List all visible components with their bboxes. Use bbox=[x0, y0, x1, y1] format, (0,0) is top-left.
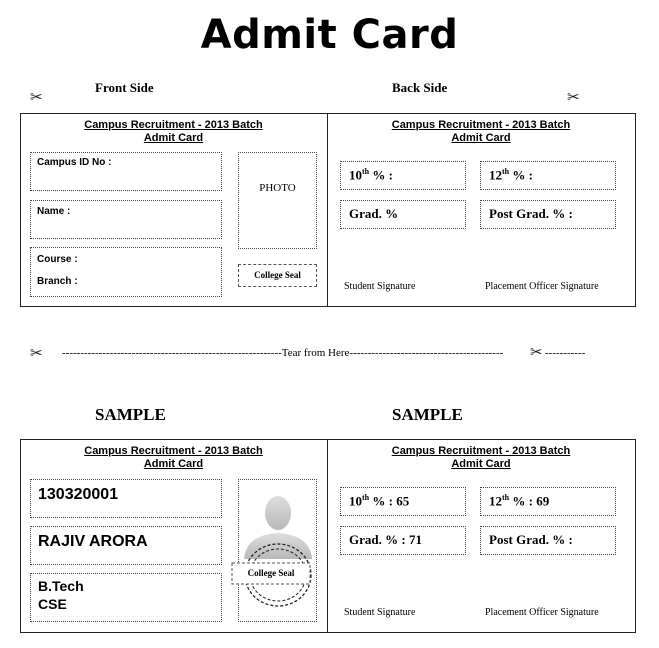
name-field[interactable] bbox=[30, 526, 222, 565]
branch-label: Branch : bbox=[37, 276, 78, 287]
grad-percent-label: Grad. % bbox=[349, 206, 399, 221]
twelfth-percent-field[interactable] bbox=[480, 161, 616, 190]
card-heading-line1: Campus Recruitment - 2013 Batch bbox=[84, 119, 263, 131]
card-heading-line2: Admit Card bbox=[451, 458, 511, 470]
scissors-icon: ✂ bbox=[30, 90, 43, 106]
scissors-icon: ✂ bbox=[567, 90, 580, 106]
student-signature-label: Student Signature bbox=[344, 607, 416, 618]
photo-label: PHOTO bbox=[259, 182, 296, 194]
postgrad-percent-field[interactable] bbox=[480, 526, 616, 555]
tenth-percent-field[interactable] bbox=[340, 487, 466, 516]
back-card-heading bbox=[328, 119, 634, 145]
tenth-percent-label: 10th % : bbox=[349, 167, 393, 183]
twelfth-percent-label: 12th % : bbox=[489, 167, 533, 183]
sample-label: SAMPLE bbox=[95, 405, 166, 424]
tenth-percent-value: 10th % : 65 bbox=[349, 493, 410, 509]
front-card-heading bbox=[20, 445, 327, 471]
name-value: RAJIV ARORA bbox=[38, 533, 148, 550]
postgrad-percent-value: Post Grad. % : bbox=[489, 532, 573, 547]
grad-percent-field[interactable] bbox=[340, 200, 466, 229]
card-heading-line2: Admit Card bbox=[143, 458, 204, 470]
officer-signature-label: Placement Officer Signature bbox=[485, 281, 599, 292]
campus-id-field[interactable] bbox=[30, 152, 222, 191]
page-title: Admit Card bbox=[200, 12, 459, 58]
card-heading-line1: Campus Recruitment - 2013 Batch bbox=[391, 119, 571, 131]
photo-box bbox=[238, 152, 317, 249]
course-value: B.Tech bbox=[38, 578, 84, 594]
twelfth-percent-field[interactable] bbox=[480, 487, 616, 516]
twelfth-percent-value: 12th % : 69 bbox=[489, 493, 550, 509]
scissors-icon: ✂ bbox=[30, 346, 43, 362]
student-signature-label: Student Signature bbox=[344, 281, 416, 292]
tear-line: ------------------------------------------------------------Tear from Here------------------------------------------ bbox=[62, 347, 504, 359]
college-seal-box: College Seal bbox=[238, 264, 317, 287]
grad-percent-value: Grad. % : 71 bbox=[349, 532, 422, 547]
course-branch-field[interactable] bbox=[30, 247, 222, 297]
back-side-label: Back Side bbox=[392, 80, 448, 95]
officer-signature-label: Placement Officer Signature bbox=[485, 607, 599, 618]
tear-line-tail: ----------- bbox=[545, 347, 586, 359]
card-heading-line1: Campus Recruitment - 2013 Batch bbox=[84, 445, 263, 457]
postgrad-percent-field[interactable] bbox=[480, 200, 616, 229]
branch-value: CSE bbox=[38, 596, 67, 612]
campus-id-value: 130320001 bbox=[38, 486, 119, 503]
campus-id-label: Campus ID No : bbox=[37, 157, 112, 168]
front-card-heading bbox=[20, 119, 327, 145]
grad-percent-field[interactable] bbox=[340, 526, 466, 555]
back-card-heading bbox=[328, 445, 634, 471]
sample-label: SAMPLE bbox=[392, 405, 463, 424]
card-heading-line2: Admit Card bbox=[143, 132, 204, 144]
front-side-label: Front Side bbox=[95, 80, 154, 95]
course-label: Course : bbox=[37, 254, 78, 265]
scissors-icon: ✂ bbox=[530, 345, 543, 361]
card-heading-line1: Campus Recruitment - 2013 Batch bbox=[391, 445, 571, 457]
card-heading-line2: Admit Card bbox=[451, 132, 511, 144]
name-label: Name : bbox=[37, 206, 71, 217]
postgrad-percent-label: Post Grad. % : bbox=[489, 206, 573, 221]
college-seal-label: College Seal bbox=[247, 568, 295, 578]
tenth-percent-field[interactable] bbox=[340, 161, 466, 190]
campus-id-field[interactable] bbox=[30, 479, 222, 518]
course-branch-field[interactable] bbox=[30, 573, 222, 622]
name-field[interactable] bbox=[30, 200, 222, 239]
